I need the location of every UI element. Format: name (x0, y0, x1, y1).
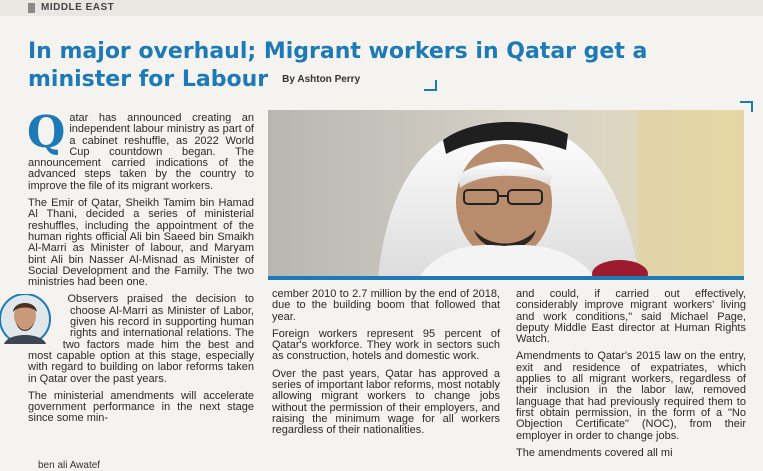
headline-title: In major overhaul; Migrant workers in Qatar get a minister for Labour (28, 39, 648, 92)
paragraph: atar has announced creating an independent labour ministry as part of a cabinet reshuffle, as 2022 World Cup countdown began. The announcement carried indications of the advanced steps taken by the country to improve the file of its migrant workers. (28, 112, 254, 192)
author-avatar-image (0, 294, 64, 344)
section-marker (28, 3, 35, 13)
paragraph: Amendments to Qatar's 2015 law on the entry, exit and residence of expatriates, which applies to all migrant workers, regardless of their inclusion in the labor law, removed language that had previously required them to first obtain permission, in the form of a "No Objection Certificate" (NOC), from their employer in order to change jobs. (516, 350, 746, 442)
paragraph: Foreign workers represent 95 percent of Qatar's workforce. They work in sectors such as construction, hotels and domestic work. (272, 327, 500, 363)
paragraph: cember 2010 to 2.7 million by the end of 2018, due to the building boom that followed that year. (272, 288, 500, 323)
paragraph: Over the past years, Qatar has approved a series of important labor reforms, most notably allowing migrant workers to change jobs without the permission of their employers, and raising the minimum wage for all workers regardless of their nationalities. (272, 367, 500, 437)
author-avatar (0, 294, 64, 344)
paragraph: The Emir of Qatar, Sheikh Tamim bin Hamad Al Thani, decided a series of ministerial reshuffles, including the appointment of the human rights official Ali bin Saeed bin Smaikh Al-Marri as Minister of labour, and Maryam bint Ali bin Nasser Al-Misnad as Minister of Social Development and the Family. The two ministries had been one. (28, 197, 254, 289)
corner-bracket-decoration (424, 80, 437, 91)
photo-accent-bar (268, 276, 744, 280)
drop-cap: Q (27, 107, 66, 158)
paragraph: Observers praised the decision to choose Al-Marri as Minister of Labor, given his record in supporting human rights and international relations. The two factors made him the best and most capable option at this stage, especially with regard to building on labor reforms taken in Qatar over the past years. (28, 293, 254, 385)
author-caption: ben ali Awatef (38, 460, 101, 471)
headline (28, 38, 758, 94)
section-bar (0, 0, 763, 16)
article-column-3 (516, 289, 746, 465)
paragraph: The amendments covered all mi (516, 446, 673, 459)
minister-portrait-illustration (268, 110, 744, 278)
paragraph: The ministerial amendments will accelerate government performance in the next stage since some min- (28, 389, 254, 425)
article-column-1 (27, 107, 254, 431)
section-label: MIDDLE EAST (41, 2, 115, 13)
article-photo (268, 110, 744, 278)
byline: By Ashton Perry (282, 74, 361, 85)
article-column-2 (272, 289, 500, 443)
paragraph: and could, if carried out effectively, considerably improve migrant workers' living and work conditions," said Michael Page, deputy Middle East director at Human Rights Watch. (516, 288, 746, 346)
